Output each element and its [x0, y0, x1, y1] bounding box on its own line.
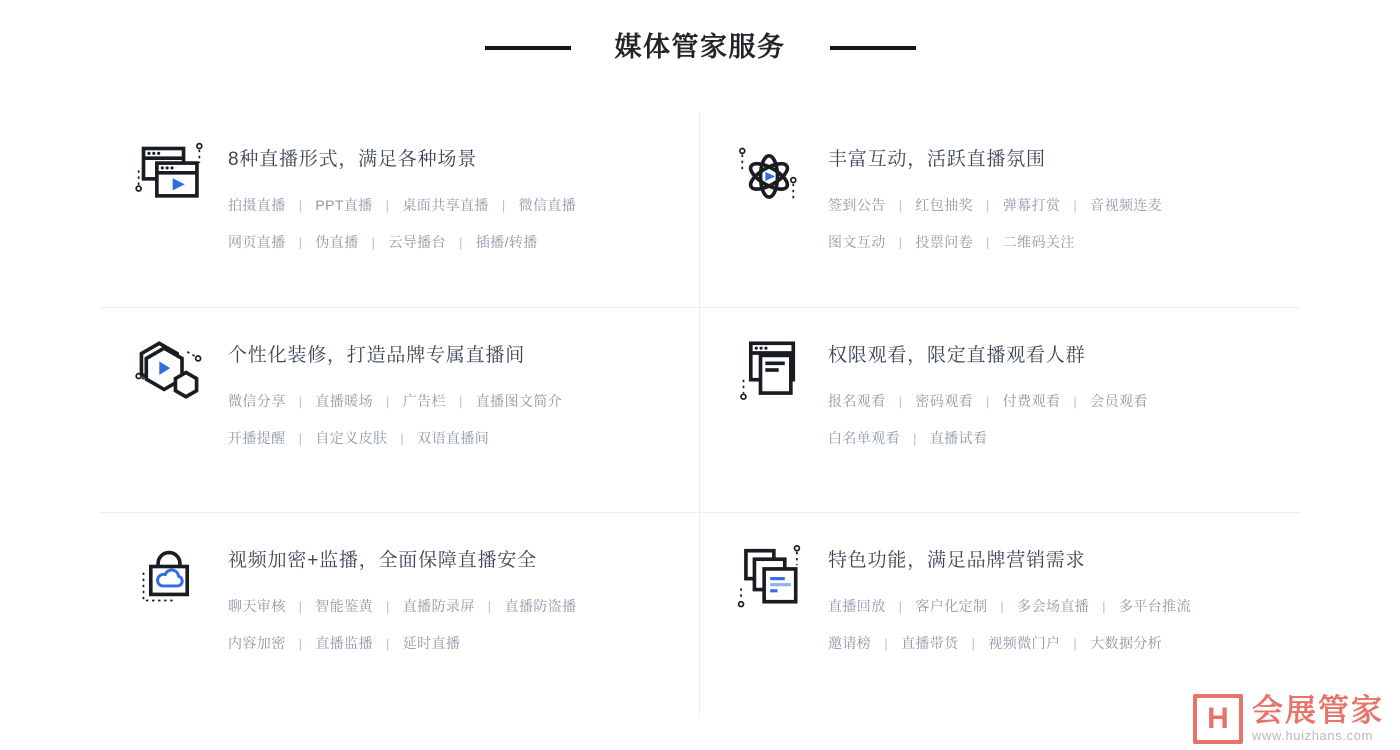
feature-tag: 拍摄直播: [228, 196, 286, 213]
feature-tag: 直播回放: [828, 597, 886, 614]
feature-tag: 投票问卷: [915, 233, 973, 250]
feature-tag: 签到公告: [828, 196, 886, 213]
feature-tag: 音视频连麦: [1090, 196, 1163, 213]
huizhans-logo-icon: H: [1193, 694, 1243, 744]
tag-separator: |: [458, 393, 463, 409]
feature-tag: PPT直播: [315, 196, 373, 213]
feature-tag: 大数据分析: [1090, 634, 1163, 651]
feature-tags-row: [228, 430, 562, 447]
feature-tag: 云导播台: [388, 233, 446, 250]
feature-tag: 直播防盗播: [504, 597, 577, 614]
tag-separator: |: [386, 598, 390, 614]
tag-separator: |: [298, 430, 303, 446]
feature-tag: 直播暖场: [315, 392, 373, 409]
tag-separator: |: [1073, 635, 1078, 651]
feature-tag: 直播防录屏: [402, 597, 475, 614]
feature-tag: 插播/转播: [475, 233, 538, 250]
feature-title: 丰富互动，活跃直播氛围: [828, 149, 1046, 170]
feature-tags-row: [228, 635, 577, 652]
feature-tags-row: [228, 234, 576, 251]
feature-tag: 直播带货: [900, 634, 959, 651]
tag-separator: |: [884, 635, 888, 651]
tag-separator: |: [458, 234, 463, 250]
feature-content: [828, 541, 1191, 718]
feature-card-security: [100, 513, 700, 718]
tag-separator: |: [298, 635, 303, 651]
section-header: [0, 0, 1400, 61]
tag-separator: |: [298, 598, 303, 614]
tag-separator: |: [1000, 598, 1005, 614]
tag-separator: |: [986, 197, 990, 213]
feature-tag: 多平台推流: [1118, 597, 1191, 614]
feature-title: 8种直播形式，满足各种场景: [228, 149, 477, 170]
feature-tags-row: [828, 197, 1162, 214]
feature-tag: 自定义皮肤: [315, 429, 388, 446]
feature-tag: 桌面共享直播: [402, 196, 489, 213]
tag-separator: |: [898, 393, 903, 409]
tag-separator: |: [501, 197, 506, 213]
tag-separator: |: [1073, 197, 1078, 213]
tag-separator: |: [385, 197, 390, 213]
document-window-icon: [735, 336, 807, 408]
tag-separator: |: [487, 598, 492, 614]
watermark: [1193, 694, 1384, 744]
feature-tags-row: [228, 598, 577, 615]
tag-separator: |: [986, 393, 990, 409]
title-right-rule: [830, 46, 916, 50]
feature-tag: 直播监播: [315, 634, 373, 651]
feature-tag: 客户化定制: [915, 597, 988, 614]
atom-interaction-icon: [735, 140, 803, 208]
watermark-brand: 会展管家: [1252, 692, 1384, 728]
feature-title: 权限观看，限定直播观看人群: [828, 345, 1086, 366]
tag-separator: |: [986, 234, 990, 250]
tag-separator: |: [400, 430, 405, 446]
feature-tag: 二维码关注: [1002, 233, 1075, 250]
feature-tag: 直播图文简介: [475, 392, 563, 409]
feature-tag: 微信直播: [518, 196, 577, 213]
feature-tag: 会员观看: [1090, 392, 1148, 409]
browser-windows-play-icon: [135, 140, 203, 208]
feature-tag: 伪直播: [315, 233, 359, 250]
feature-tag: 聊天审核: [228, 597, 286, 614]
feature-tags-row: [828, 598, 1191, 615]
feature-tags-row: [828, 635, 1191, 652]
feature-tag: 延时直播: [402, 634, 461, 651]
tag-separator: |: [913, 430, 917, 446]
feature-card-interaction: [700, 112, 1300, 308]
tag-separator: |: [298, 197, 303, 213]
feature-tag: 多会场直播: [1017, 597, 1090, 614]
feature-title: 个性化装修，打造品牌专属直播间: [228, 345, 526, 366]
feature-tags-row: [828, 234, 1162, 251]
hexagon-play-icon: [135, 336, 207, 408]
features-grid: [100, 112, 1300, 718]
feature-tags-row: [828, 430, 1148, 447]
document-window-icon: [735, 336, 803, 404]
tag-separator: |: [898, 598, 903, 614]
tag-separator: |: [898, 234, 903, 250]
feature-card-marketing: [700, 513, 1300, 718]
feature-tags-row: [828, 393, 1148, 410]
feature-tag: 视频微门户: [988, 634, 1061, 651]
feature-tag: 付费观看: [1002, 392, 1061, 409]
feature-content: [228, 541, 577, 718]
stacked-pages-icon: [735, 541, 807, 613]
tag-separator: |: [971, 635, 976, 651]
feature-tag: 微信分享: [228, 392, 286, 409]
tag-separator: |: [898, 197, 903, 213]
feature-tag: 广告栏: [402, 392, 446, 409]
tag-separator: |: [386, 635, 390, 651]
feature-content: [828, 140, 1162, 307]
feature-tag: 密码观看: [915, 392, 973, 409]
tag-separator: |: [1102, 598, 1106, 614]
feature-tag: 弹幕打赏: [1002, 196, 1061, 213]
tag-separator: |: [371, 234, 376, 250]
stacked-pages-icon: [735, 541, 803, 609]
feature-tag: 开播提醒: [228, 429, 286, 446]
feature-tag: 图文互动: [828, 233, 886, 250]
feature-tag: 报名观看: [828, 392, 886, 409]
tag-separator: |: [1073, 393, 1078, 409]
feature-content: [228, 140, 576, 307]
feature-tag: 红包抽奖: [915, 196, 973, 213]
tag-separator: |: [386, 393, 390, 409]
feature-content: [828, 336, 1148, 512]
feature-tag: 邀请榜: [828, 634, 872, 651]
watermark-text: [1252, 692, 1384, 744]
page-title: 媒体管家服务: [614, 32, 786, 62]
watermark-url: www.huizhans.com: [1252, 728, 1373, 744]
feature-content: [228, 336, 562, 512]
feature-card-live-formats: [100, 112, 700, 308]
lock-cloud-icon: [135, 541, 203, 609]
feature-title: 特色功能，满足品牌营销需求: [828, 550, 1086, 571]
feature-card-customization: [100, 308, 700, 513]
feature-title: 视频加密+监播，全面保障直播安全: [228, 550, 537, 571]
tag-separator: |: [298, 234, 303, 250]
feature-tag: 白名单观看: [828, 429, 900, 446]
feature-tag: 智能鉴黄: [315, 597, 373, 614]
tag-separator: |: [298, 393, 303, 409]
feature-card-viewing-permission: [700, 308, 1300, 513]
hexagon-play-icon: [135, 336, 203, 404]
title-left-rule: [485, 46, 571, 50]
atom-interaction-icon: [735, 140, 807, 212]
feature-tag: 直播试看: [929, 429, 988, 446]
lock-cloud-icon: [135, 541, 207, 613]
feature-tag: 网页直播: [228, 233, 286, 250]
feature-tags-row: [228, 197, 576, 214]
feature-tag: 内容加密: [228, 634, 286, 651]
feature-tag: 双语直播间: [417, 429, 490, 446]
feature-tags-row: [228, 393, 562, 410]
browser-windows-play-icon: [135, 140, 207, 212]
